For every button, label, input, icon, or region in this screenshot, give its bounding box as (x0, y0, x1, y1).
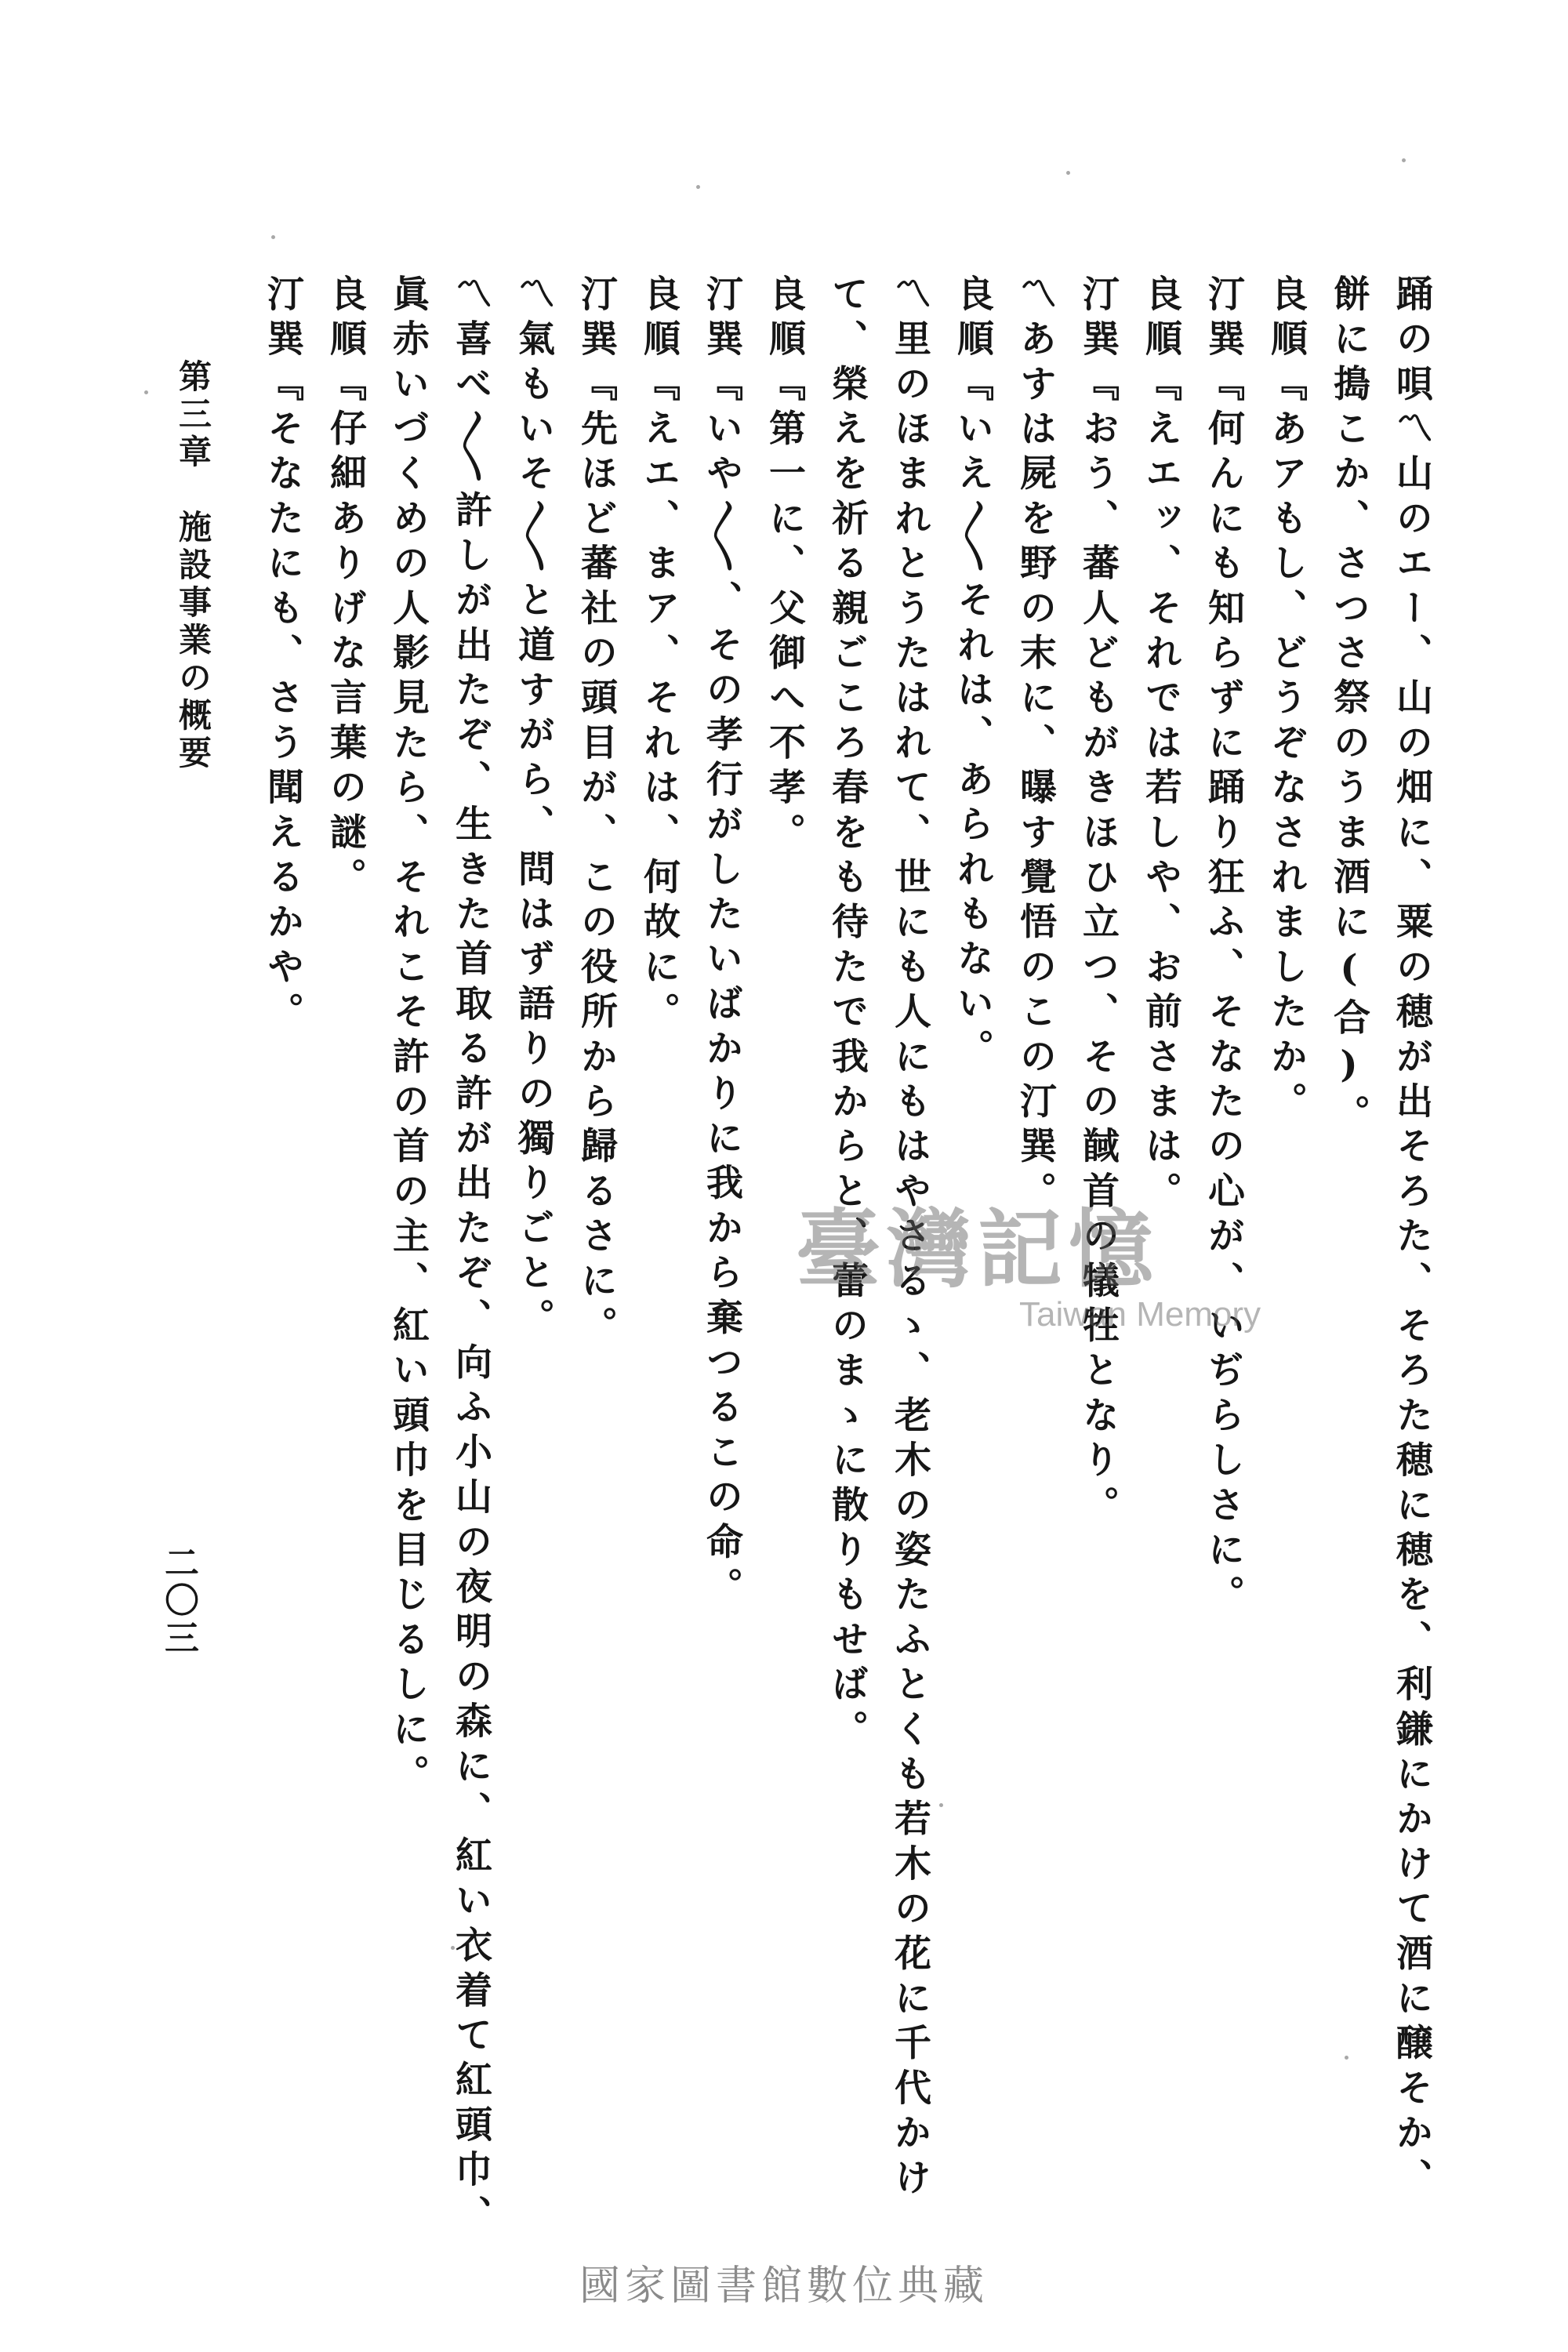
taiwan-memory-watermark (796, 1200, 1298, 1348)
watermark-brand: 臺灣記憶 (796, 1200, 1160, 1299)
archive-footer: 國家圖書館數位典藏 (579, 2263, 989, 2310)
text-line-6: 汀巽『おう、蕃人どもがきほひ立つ、その馘首の犠牲となり。 (1076, 274, 1120, 1530)
scan-speck (144, 390, 148, 394)
text-line-15: 〽氣もいそ〳〵と道すがら、問はず語りの獨りごと。 (512, 274, 555, 1343)
text-line-1: 踊の唄〽山のエー、山の畑に、粟の穂が出そろた、そろた穂に穂を、利鎌にかけて酒に醸そか、 (1390, 274, 1433, 2203)
text-line-8: 良順『いえ〳〵それは、あられもない。 (951, 274, 994, 1074)
text-line-19: 汀巽『そなたにも、さう聞えるかや。 (261, 274, 304, 1037)
text-line-17: 眞赤いづくめの人影見たら、それこそ許の首の主、紅い頭巾を目じるしに。 (387, 274, 430, 1799)
text-line-3: 良順『あアもし、どうぞなされましたか。 (1265, 274, 1308, 1127)
scan-speck (696, 185, 700, 189)
watermark-tagline: Taiwan Memory (1019, 1295, 1261, 1334)
scan-speck (1345, 2056, 1348, 2060)
text-line-9: 〽里のほまれとうたはれて、世にも人にもはやさるゝ、老木の姿たふとくも若木の花に千代かけ (888, 274, 931, 2203)
scan-speck (1066, 171, 1070, 175)
text-line-11: 良順『第一に、父御へ不孝。 (763, 274, 806, 858)
page-number: 二〇三 (158, 1544, 198, 1657)
chapter-footer: 第三章 施設事業の概要 (174, 359, 212, 773)
text-line-12: 汀巽『いや〳〵、その孝行がしたいばかりに我から棄つるこの命。 (700, 274, 743, 1612)
text-line-18: 良順『仔細ありげな言葉の謎。 (324, 274, 367, 902)
text-line-5: 良順『えエッ、それでは若しや、お前さまは。 (1139, 274, 1182, 1217)
text-line-13: 良順『えエ、まア、それは、何故に。 (637, 274, 681, 1037)
text-line-2: 餅に搗こか、さつさ祭のうま酒に(合)。 (1327, 274, 1370, 1139)
text-line-4: 汀巽『何んにも知らずに踊り狂ふ、そなたの心が、いぢらしさに。 (1202, 274, 1245, 1620)
text-line-14: 汀巽『先ほど蕃社の頭目が、この役所から歸るさに。 (575, 274, 618, 1351)
scan-speck (271, 235, 275, 239)
scan-speck (939, 1803, 943, 1807)
scan-speck (451, 1946, 455, 1950)
text-line-7: 〽あすは屍を野の末に、曝す覺悟のこの汀巽。 (1014, 274, 1057, 1217)
text-line-16: 〽喜べ〳〵許しが出たぞ、生きた首取る許が出たぞ、向ふ小山の夜明の森に、紅い衣着て紅頭巾、 (449, 274, 492, 2240)
scan-speck (1402, 158, 1406, 162)
text-line-10: て、榮えを祈る親ごころ春をも待たで我からと、蕾のまゝに散りもせば。 (826, 274, 869, 1755)
